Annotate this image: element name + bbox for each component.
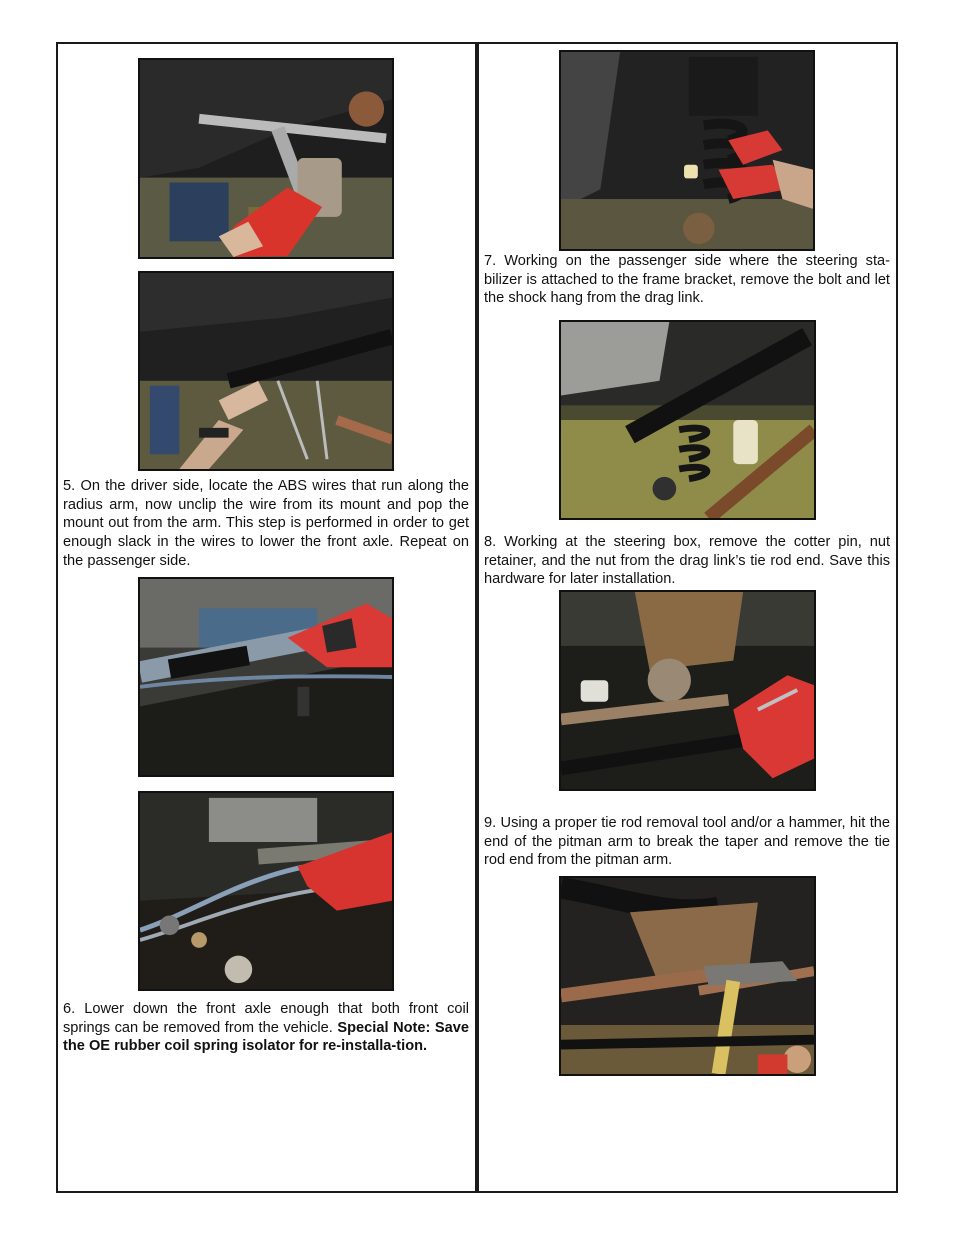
step-photo: [138, 58, 394, 259]
step-6-special-note: Special Note: Save the OE rubber coil spring isolator for re-installa-tion.: [63, 1019, 469, 1055]
step-6-body: 6. Lower down the front axle enough that both front coil springs can be removed from the vehicle.: [63, 1001, 469, 1036]
step-9-text: 9. Using a proper tie rod removal tool and/or a hammer, hit the end of the pitman arm to break the taper and remove the tie rod end from the pitman arm.: [484, 815, 890, 869]
step-photo: [559, 590, 816, 791]
step-8-text: 8. Working at the steering box, remove the cotter pin, nut retainer, and the nut from the drag link’s tie rod end. Save this hardware for later installation.: [484, 534, 890, 588]
step-photo: [138, 271, 394, 471]
column-divider: [475, 42, 479, 1193]
step-photo: [559, 320, 816, 520]
step-7-text: 7. Working on the passenger side where the steering sta-bilizer is attached to the frame bracket, remove the bolt and let the shock hang from the drag link.: [484, 253, 890, 307]
step-6-text: [63, 1000, 469, 1056]
step-photo: [138, 577, 394, 777]
step-photo: [559, 50, 815, 251]
step-5-text: 5. On the driver side, locate the ABS wires that run along the radius arm, now unclip the wire from its mount and pop the mount out from the arm. This step is performed in order to get enough slack in the wires to lower the front axle. Repeat on the passenger side.: [63, 478, 469, 569]
step-photo: [138, 791, 394, 991]
step-photo: [559, 876, 816, 1076]
